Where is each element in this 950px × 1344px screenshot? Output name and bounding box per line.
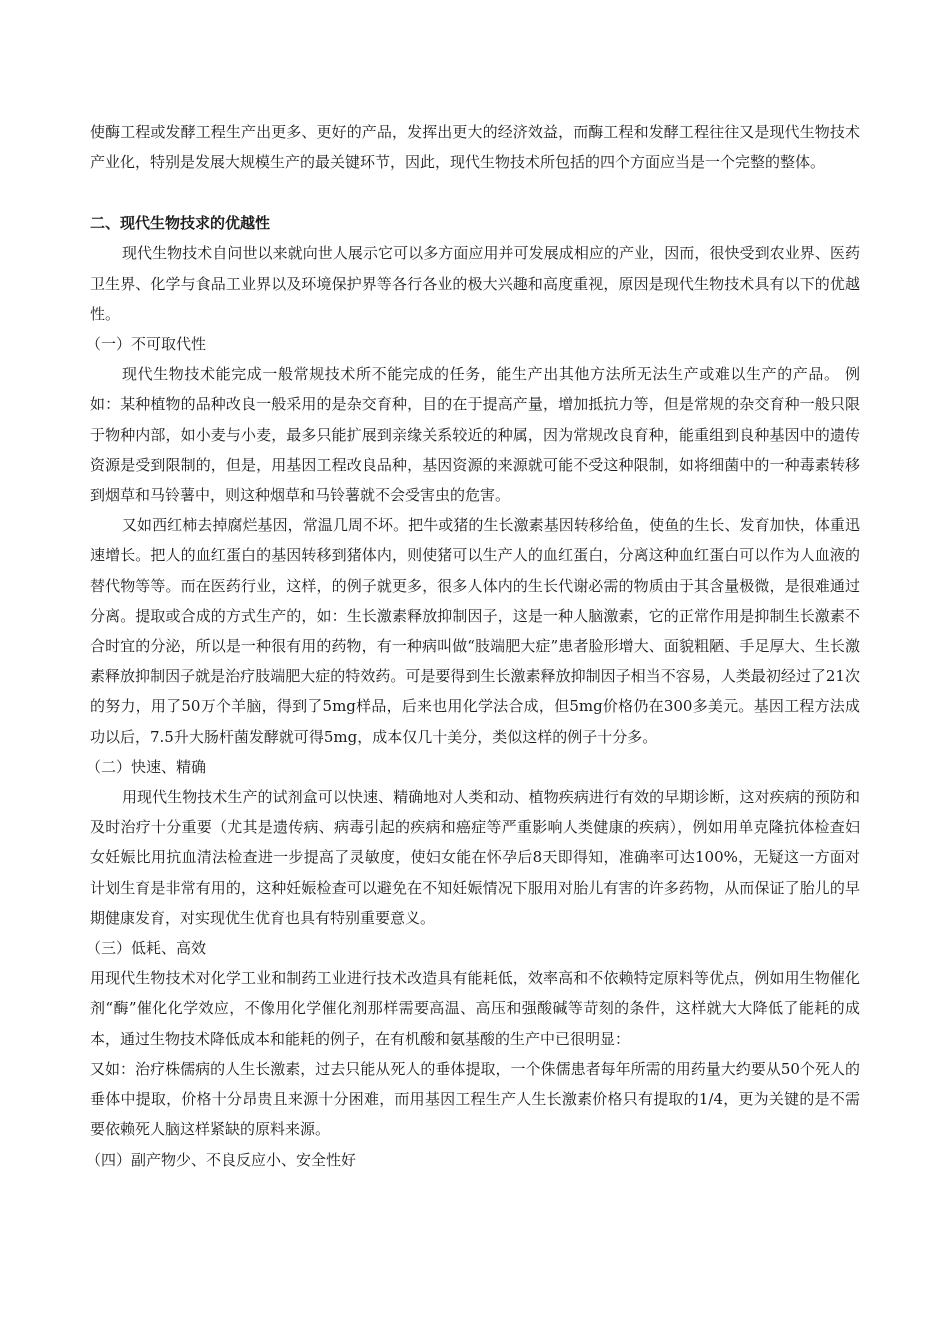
section-heading: 二、现代生物技求的优越性	[90, 214, 271, 233]
subsection-heading-4: （四）副产物少、不良反应小、安全性好	[86, 1150, 357, 1169]
subsection-3-paragraph-2: 又如：治疗株儒病的人生长激素，过去只能从死人的垂体提取，一个侏儒患者每年所需的用药量大约要从50个死人的垂体中提取，价格十分昂贵且来源十分困难，而用基因工程生产人生长激素价格只有提取的1/4，更为关键的是不需要依赖死人脑这样紧缺的原料来源。	[90, 1059, 860, 1139]
document-page	[86, 117, 860, 1175]
subsection-heading-1: （一）不可取代性	[86, 335, 207, 354]
intro-paragraph: 使酶工程或发酵工程生产出更多、更好的产品，发挥出更大的经济效益，而酶工程和发酵工程往往又是现代生物技术产业化，特别是发展大规模生产的最关键环节，因此，现代生物技术所包括的四个方面应当是一个完整的整体。	[90, 123, 860, 172]
subsection-heading-3: （三）低耗、高效	[86, 939, 207, 958]
subsection-2-paragraph: 用现代生物技术生产的试剂盒可以快速、精确地对人类和动、植物疾病进行有效的早期诊断，这对疾病的预防和及时治疗十分重要（尤其是遗传病、病毒引起的疾病和癌症等严重影响人类健康的疾病），例如用单克隆抗体检查妇女妊娠比用抗血清法检查进一步提高了灵敏度，使妇女能在怀孕后8天即得知，准确率可达100%，无疑这一方面对计划生育是非常有用的，这种妊娠检查可以避免在不知妊娠情况下服用对胎儿有害的许多药物，从而保证了胎儿的早期健康发育，对实现优生优育也具有特别重要意义。	[90, 788, 860, 927]
subsection-3-paragraph-1: 用现代生物技术对化学工业和制药工业进行技术改造具有能耗低，效率高和不依赖特定原料等优点，例如用生物催化剂“酶”催化化学效应，不像用化学催化剂那样需要高温、高压和强酸碱等苛刻的条件，这样就大大降低了能耗的成本，通过生物技术降低成本和能耗的例子，在有机酸和氨基酸的生产中已很明显：	[90, 969, 860, 1048]
subsection-1-paragraph-1: 现代生物技术能完成一般常规技术所不能完成的任务，能生产出其他方法所无法生产或难以生产的产品。 例如：某种植物的品种改良一般采用的是杂交育种，目的在于提高产量，增加抵抗力等，但是常规的杂交育种一般只限于物种内部，如小麦与小麦，最多只能扩展到亲缘关系较近的种属，因为常规改良育种，能重组到良种基因中的遗传资源是受到限制的，但是，用基因工程改良品种，基因资源的来源就可能不受这种限制，如将细菌中的一种毒素转移到烟草和马铃薯中，则这种烟草和马铃薯就不会受害虫的危害。	[90, 365, 860, 505]
section-intro-paragraph: 现代生物技术自问世以来就向世人展示它可以多方面应用并可发展成相应的产业，因而，很快受到农业界、医药卫生界、化学与食品工业界以及环境保护界等各行各业的极大兴趣和高度重视，原因是现代生物技术具有以下的优越性。	[90, 244, 860, 323]
subsection-1-paragraph-2: 又如西红柿去掉腐烂基因，常温几周不坏。把牛或猪的生长激素基因转移给鱼，使鱼的生长、发育加快，体重迅速增长。把人的血红蛋白的基因转移到猪体内，则使猪可以生产人的血红蛋白，分离这种血红蛋白可以作为人血液的替代物等等。而在医药行业，这样，的例子就更多，很多人体内的生长代谢必需的物质由于其含量极微，是很难通过分离。提取或合成的方式生产的，如：生长激素释放抑制因子，这是一种人脑激素，它的正常作用是抑制生长激素不合时宜的分泌，所以是一种很有用的药物，有一种病叫做“肢端肥大症”患者脸形增大、面貌粗陋、手足厚大、生长激素释放抑制因子就是治疗肢端肥大症的特效药。可是要得到生长激素释放抑制因子相当不容易，人类最初经过了21次的努力，用了50万个羊脑，得到了5mg样品，后来也用化学法合成，但5mg价格仍在300多美元。基因工程方法成功以后，7.5升大肠杆菌发酵就可得5mg，成本仅几十美分，类似这样的例子十分多。	[90, 516, 860, 746]
spacer	[90, 177, 860, 208]
subsection-heading-2: （二）快速、精确	[86, 757, 207, 776]
